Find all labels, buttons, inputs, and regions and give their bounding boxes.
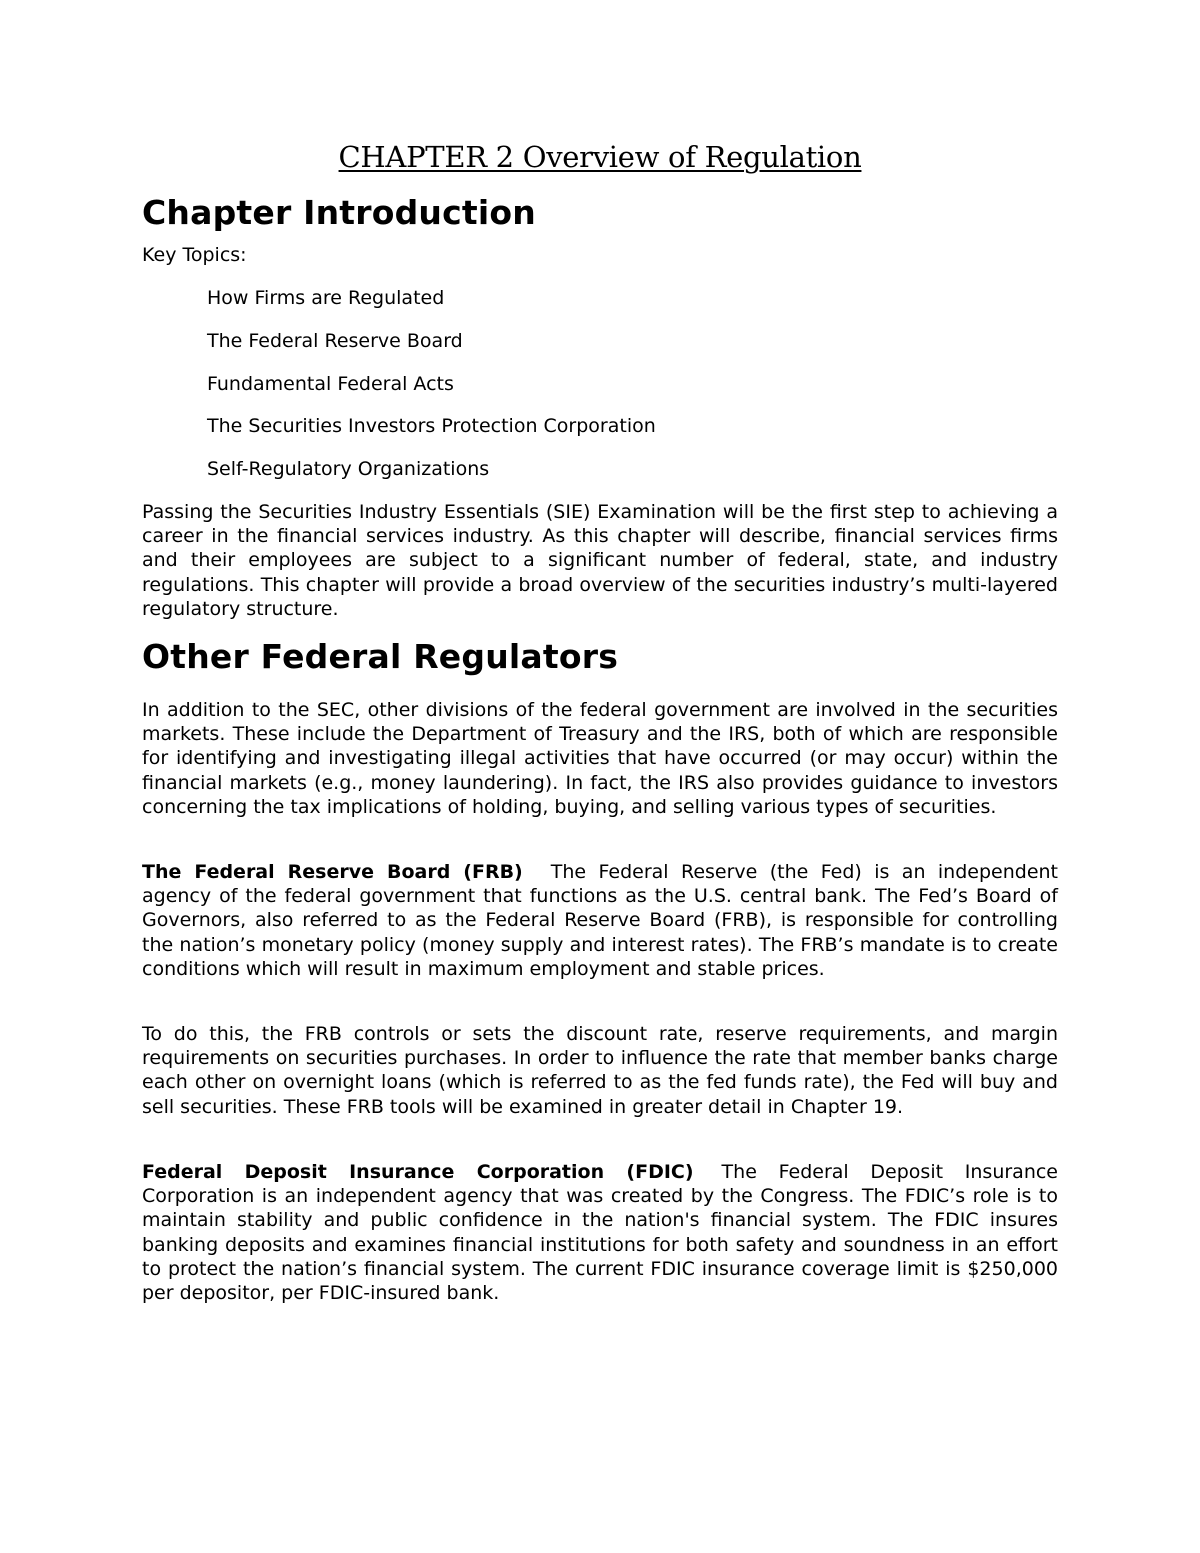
- chapter-title: CHAPTER 2 Overview of Regulation: [338, 140, 862, 174]
- paragraph-fdic: [142, 1160, 1058, 1305]
- key-topics-list: [207, 284, 656, 498]
- intro-paragraph: Passing the Securities Industry Essentials (SIE) Examination will be the first step to achieving a career in the financial services industry. As this chapter will describe, financial services firms and their employees are subject to a significant number of federal, state, and industry regulations. This chapter will provide a broad overview of the securities industry’s multi-layered regulatory structure.: [142, 501, 1058, 620]
- frb-body-text: The Federal Reserve (the Fed) is an independent agency of the federal government that functions as the U.S. central bank. The Fed’s Board of Governors, also referred to as the Federal Reserve Board (FRB), is responsible for controlling the nation’s monetary policy (money supply and interest rates). The FRB’s mandate is to create conditions which will result in maximum employment and stable prices.: [142, 861, 1058, 980]
- paragraph-frb: [142, 860, 1058, 981]
- list-item: Self-Regulatory Organizations: [207, 458, 490, 481]
- paragraph-frb-tools: To do this, the FRB controls or sets the discount rate, reserve requirements, and margin requirements on securities purchases. In order to influence the rate that member banks charge each other on overnight loans (which is referred to as the fed funds rate), the Fed will buy and sell securities. These FRB tools will be examined in greater detail in Chapter 19.: [142, 1023, 1058, 1118]
- list-item: Fundamental Federal Acts: [207, 372, 454, 395]
- list-item: How Firms are Regulated: [207, 287, 445, 309]
- key-topics-label: Key Topics:: [142, 244, 247, 266]
- list-item: The Federal Reserve Board: [207, 329, 463, 352]
- list-item: The Securities Investors Protection Corporation: [207, 415, 656, 438]
- fdic-body-text: The Federal Deposit Insurance Corporation is an independent agency that was created by the Congress. The FDIC’s role is to maintain stability and public confidence in the nation's financial system. The FDIC insures banking deposits and examines financial institutions for both safety and soundness in an effort to protect the nation’s financial system. The current FDIC insurance coverage limit is $250,000 per depositor, per FDIC-insured bank.: [142, 1161, 1058, 1305]
- section-heading-other-federal-regulators: Other Federal Regulators: [142, 637, 619, 676]
- fdic-lead-heading: Federal Deposit Insurance Corporation (FDIC): [142, 1161, 694, 1183]
- frb-lead-heading: The Federal Reserve Board (FRB): [142, 861, 523, 883]
- paragraph-other-regulators: In addition to the SEC, other divisions of the federal government are involved in the securities markets. These include the Department of Treasury and the IRS, both of which are responsible for identifying and investigating illegal activities that have occurred (or may occur) within the financial markets (e.g., money laundering). In fact, the IRS also provides guidance to investors concerning the tax implications of holding, buying, and selling various types of securities.: [142, 699, 1058, 818]
- section-heading-chapter-introduction: Chapter Introduction: [142, 193, 536, 232]
